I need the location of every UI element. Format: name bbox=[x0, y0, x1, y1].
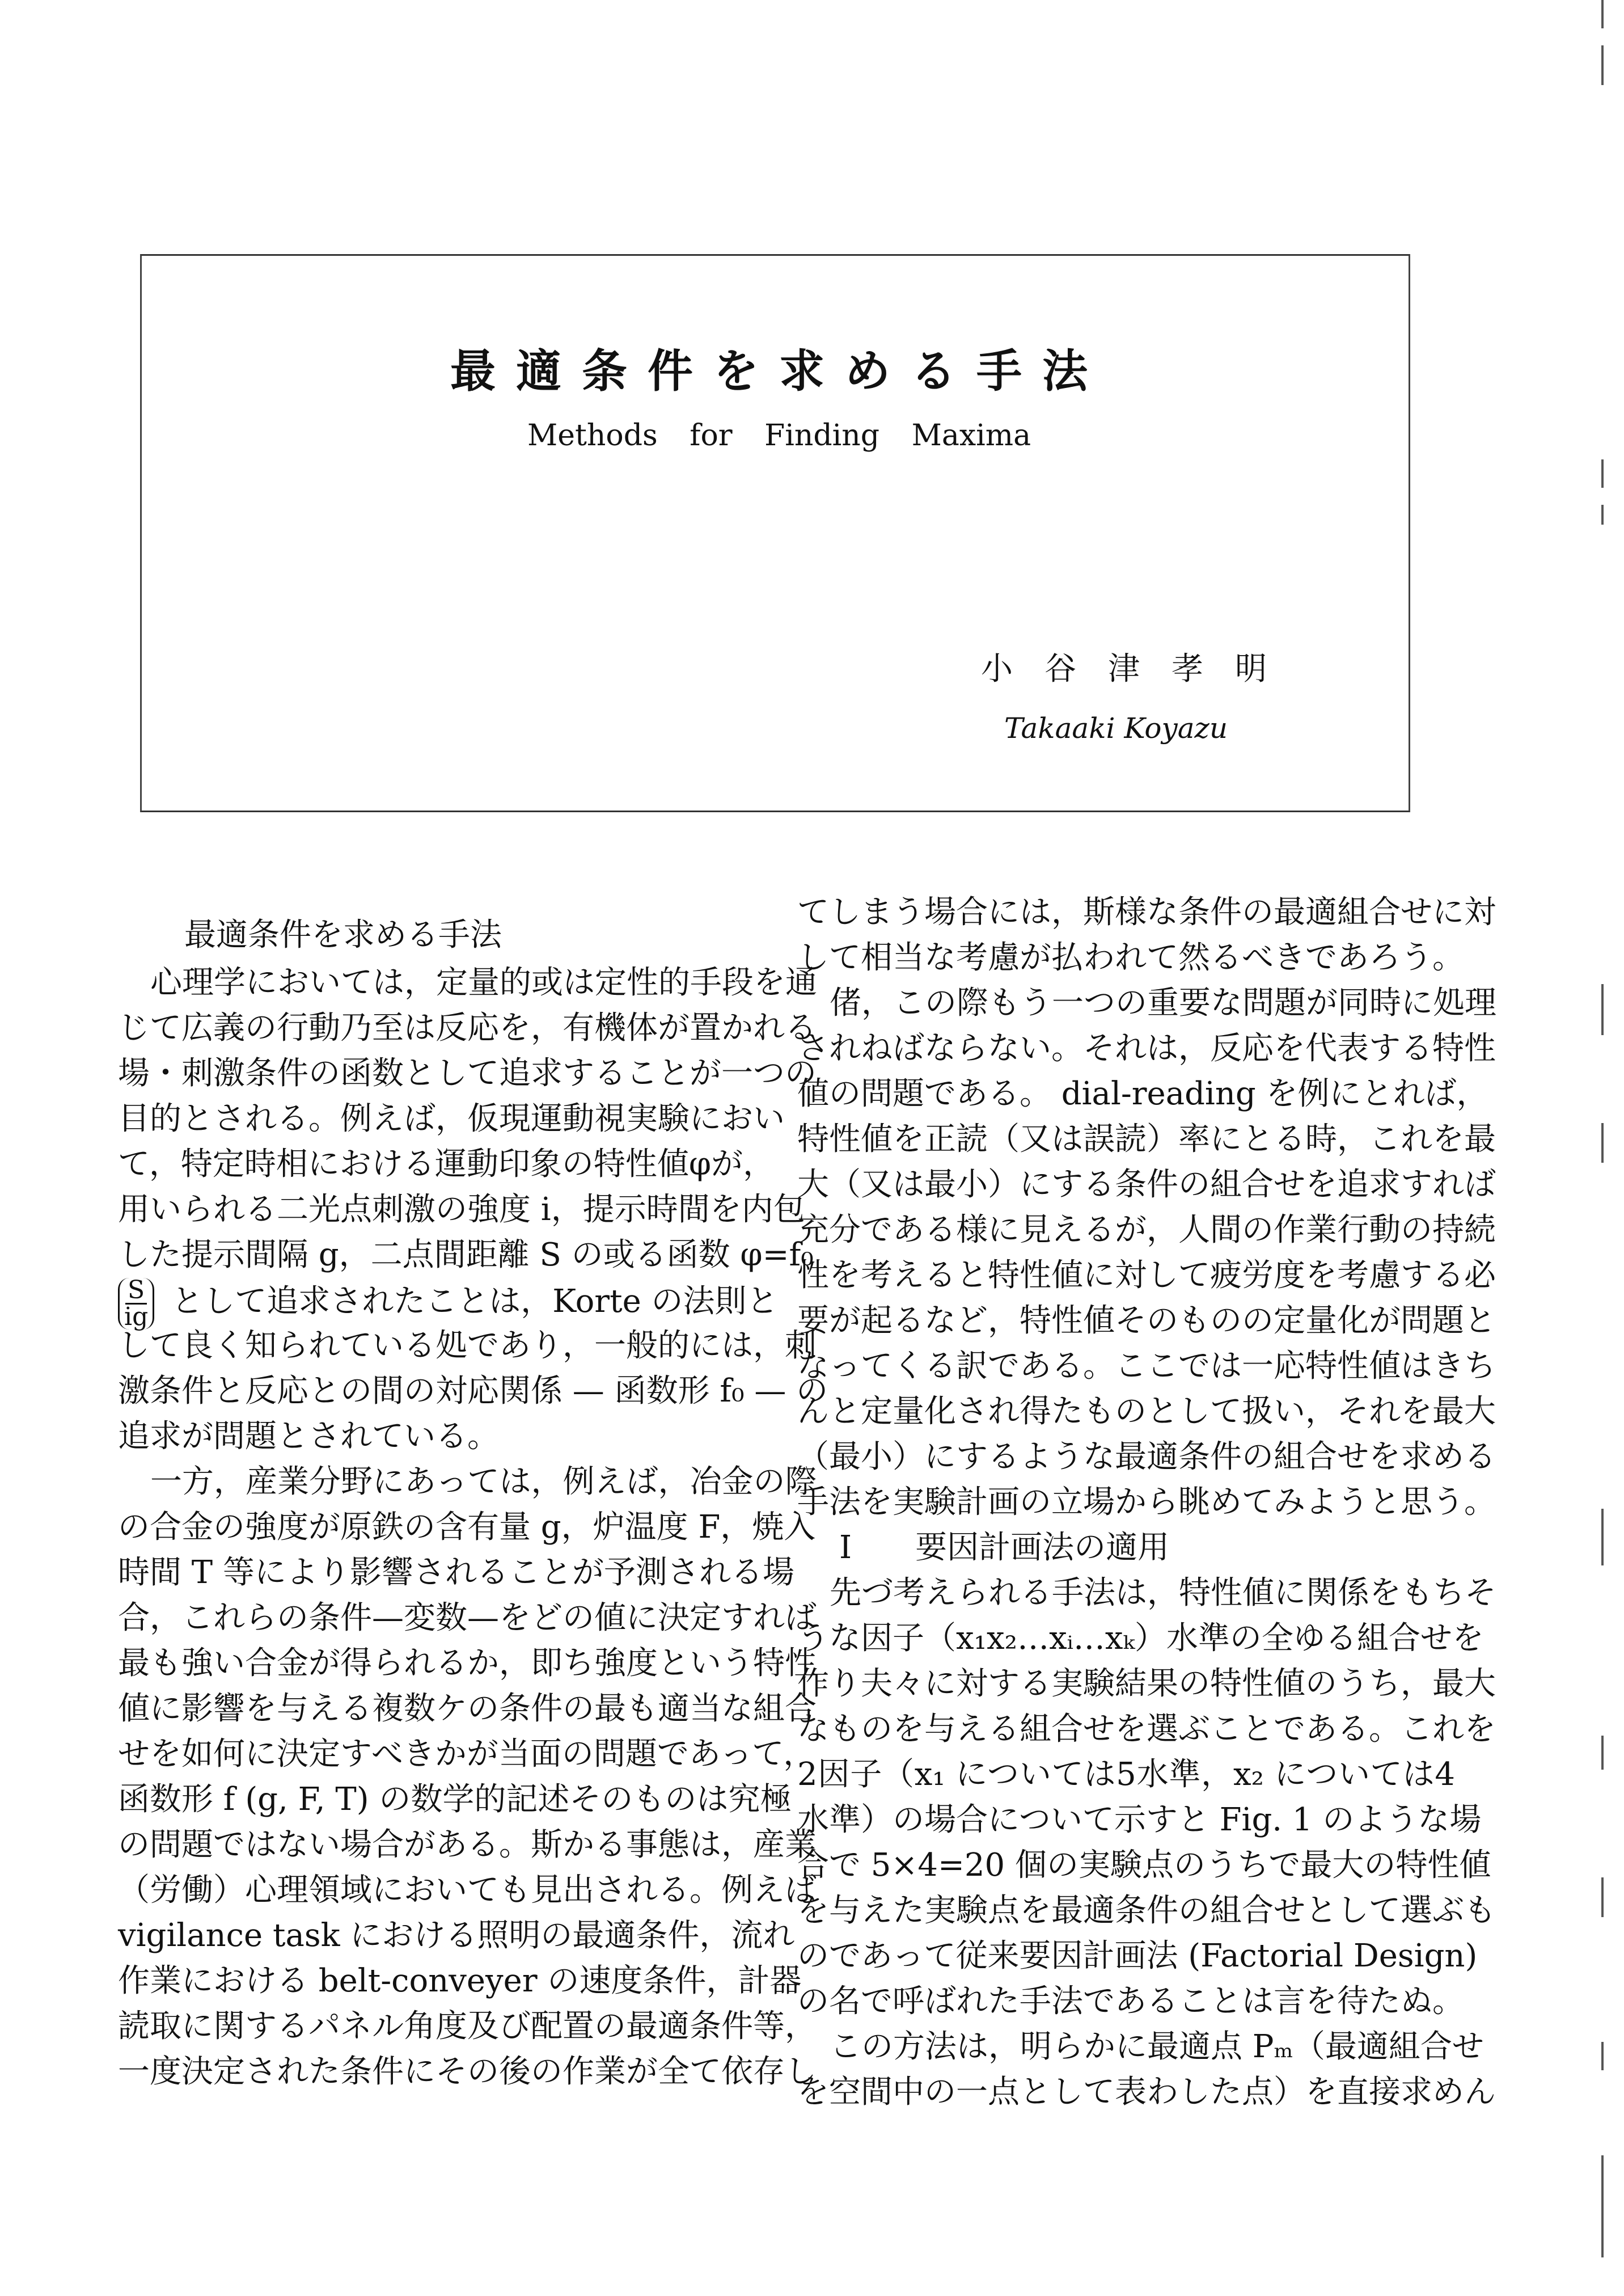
text-line: 充分である様に見えるが，人間の作業行動の持続 bbox=[797, 1212, 1496, 1248]
text-line: 一方，産業分野にあっては，例えば，冶金の際 bbox=[150, 1463, 817, 1500]
text-line: 読取に関するパネル角度及び配置の最適条件等， bbox=[118, 2008, 817, 2045]
text-line: 偖，この際もう一つの重要な問題が同時に処理 bbox=[830, 985, 1496, 1022]
text-line: （労働）心理領域においても見出される。例えば bbox=[118, 1872, 817, 1909]
text-line: の問題ではない場合がある。斯かる事態は，産業 bbox=[118, 1826, 817, 1863]
fraction-formula bbox=[118, 1278, 154, 1330]
text-line: うな因子（x₁x₂…xᵢ…xₖ）水準の全ゆる組合せを bbox=[797, 1620, 1484, 1657]
text-line: 水準）の場合について示すと Fig. 1 のような場 bbox=[797, 1801, 1482, 1838]
text-line: 性を考えると特性値に対して疲労度を考慮する必 bbox=[797, 1257, 1496, 1294]
section-heading: I 要因計画法の適用 bbox=[839, 1529, 1170, 1566]
text-line: vigilance task における照明の最適条件，流れ bbox=[118, 1917, 795, 1954]
text-line: （最小）にするような最適条件の組合せを求める bbox=[797, 1438, 1496, 1475]
scan-edge-mark bbox=[1601, 1509, 1604, 1565]
text-line: 追求が問題とされている。 bbox=[118, 1418, 499, 1455]
text-line: 時間 T 等により影響されることが予測される場 bbox=[118, 1554, 794, 1591]
section-heading: 最適条件を求める手法 bbox=[184, 917, 502, 953]
text-line: して相当な考慮が払われて然るべきであろう。 bbox=[797, 939, 1464, 976]
scan-edge-mark bbox=[1601, 459, 1604, 488]
text-line: 2因子（x₁ については5水準，x₂ については4 bbox=[797, 1756, 1455, 1793]
author-name-english: Takaaki Koyazu bbox=[1004, 712, 1228, 745]
scan-edge-mark bbox=[1601, 1736, 1604, 1770]
text-line: 最も強い合金が得られるか，即ち強度という特性 bbox=[118, 1645, 817, 1682]
text-line: を与えた実験点を最適条件の組合せとして選ぶも bbox=[797, 1892, 1496, 1929]
text-line: てしまう場合には，斯様な条件の最適組合せに対 bbox=[797, 894, 1496, 931]
text-line: 先づ考えられる手法は，特性値に関係をもちそ bbox=[830, 1575, 1496, 1611]
text-line: 目的とされる。例えば，仮現運動視実験におい bbox=[118, 1100, 785, 1137]
text-line: 合で 5×4=20 個の実験点のうちで最大の特性値 bbox=[797, 1847, 1491, 1884]
author-name-japanese: 小谷津孝明 bbox=[981, 651, 1299, 687]
text-line: 合，これらの条件—変数—をどの値に決定すれば bbox=[118, 1599, 817, 1636]
text-line: 作り夫々に対する実験結果の特性値のうち，最大 bbox=[797, 1665, 1496, 1702]
text-line: 一度決定された条件にその後の作業が全て依存し bbox=[118, 2053, 817, 2090]
scan-edge-mark bbox=[1601, 1123, 1604, 1163]
paper-title-english: Methods for Finding Maxima bbox=[527, 419, 1031, 453]
text-line: この方法は，明らかに最適点 Pₘ（最適組合せ bbox=[830, 2028, 1484, 2065]
fraction-denominator: ig bbox=[124, 1302, 149, 1331]
text-line: 要が起るなど，特性値そのものの定量化が問題と bbox=[797, 1302, 1496, 1339]
paper-title-japanese: 最適条件を求める手法 bbox=[450, 344, 1108, 398]
text-line: 用いられる二光点刺激の強度 i，提示時間を内包 bbox=[118, 1191, 805, 1228]
text-line: 手法を実験計画の立場から眺めてみようと思う。 bbox=[797, 1484, 1496, 1521]
text-line: 特性値を正読（又は誤読）率にとる時，これを最 bbox=[797, 1121, 1496, 1158]
text-line: 作業における belt-conveyer の速度条件，計器 bbox=[118, 1962, 802, 1999]
text-line: 激条件と反応との間の対応関係 — 函数形 f₀ — の bbox=[118, 1373, 828, 1409]
scan-edge-mark bbox=[1601, 2155, 1604, 2257]
text-line-content: として追求されたことは，Korte の法則と bbox=[171, 1283, 779, 1320]
text-line: 心理学においては，定量的或は定性的手段を通 bbox=[150, 964, 817, 1001]
fraction-numerator: S bbox=[125, 1278, 147, 1305]
text-line: のであって従来要因計画法 (Factorial Design) bbox=[797, 1938, 1478, 1974]
text-line: されねばならない。それは，反応を代表する特性 bbox=[797, 1030, 1496, 1067]
text-line: を空間中の一点として表わした点）を直接求めん bbox=[797, 2074, 1496, 2111]
text-line: 値に影響を与える複数ケの条件の最も適当な組合 bbox=[118, 1690, 817, 1727]
text-line: なものを与える組合せを選ぶことである。これを bbox=[797, 1711, 1496, 1748]
text-line: せを如何に決定すべきかが当面の問題であって， bbox=[118, 1736, 815, 1772]
scan-edge-mark bbox=[1601, 984, 1604, 1035]
text-line: なってくる訳である。ここでは一応特性値はきち bbox=[797, 1348, 1496, 1385]
scan-edge-mark bbox=[1601, 45, 1604, 85]
text-line: じて広義の行動乃至は反応を，有機体が置かれる bbox=[118, 1010, 817, 1046]
text-line: 大（又は最小）にする条件の組合せを追求すれば bbox=[797, 1166, 1496, 1203]
scan-edge-mark bbox=[1601, 0, 1604, 28]
scan-edge-mark bbox=[1601, 505, 1604, 525]
scan-edge-mark bbox=[1601, 1877, 1604, 1917]
text-line: て，特定時相における運動印象の特性値φが， bbox=[118, 1146, 775, 1183]
text-line: 値の問題である。 dial-reading を例にとれば， bbox=[797, 1075, 1488, 1112]
text-line bbox=[118, 1276, 779, 1331]
left-text-column bbox=[118, 910, 828, 2095]
text-line: した提示間隔 g，二点間距離 S の或る函数 φ=f₀ bbox=[118, 1236, 814, 1273]
text-line: の合金の強度が原鉄の含有量 g，炉温度 F，焼入 bbox=[118, 1509, 816, 1546]
right-text-column bbox=[797, 890, 1496, 2115]
text-line: 場・刺激条件の函数として追求することが一つの bbox=[118, 1055, 817, 1092]
text-line: 函数形 f (g, F, T) の数学的記述そのものは究極 bbox=[118, 1781, 792, 1818]
text-line: の名で呼ばれた手法であることは言を待たぬ。 bbox=[797, 1983, 1464, 2020]
scan-edge-mark bbox=[1601, 2042, 1604, 2070]
text-line: んと定量化され得たものとして扱い，それを最大 bbox=[797, 1393, 1496, 1430]
text-line: して良く知られている処であり，一般的には，刺 bbox=[118, 1327, 817, 1364]
